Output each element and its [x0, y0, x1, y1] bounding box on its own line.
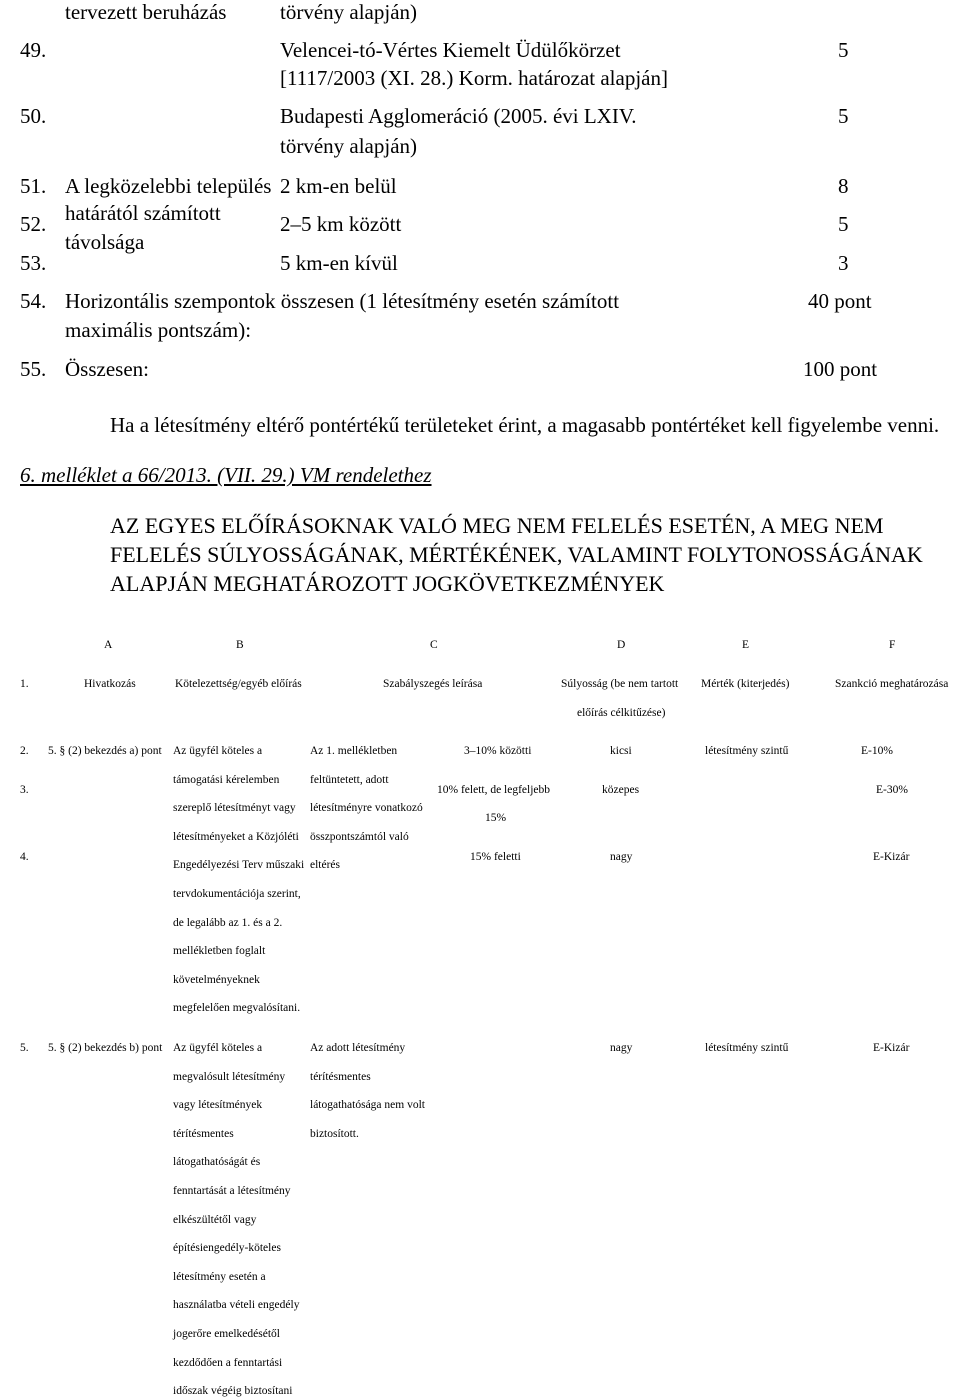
cell-line: létesítményeket a Közjóléti	[173, 830, 299, 843]
cell-line: Az adott létesítmény	[310, 1042, 406, 1054]
column-letter: B	[236, 639, 244, 651]
annex-heading-line: FELELÉS SÚLYOSSÁGÁNAK, MÉRTÉKÉNEK, VALAMINT FOLYTONOSSÁGÁNAK	[110, 542, 923, 567]
column-letter: A	[104, 639, 113, 651]
column-header-violation: Szabályszegés leírása	[383, 678, 483, 690]
row-points: 5	[838, 212, 849, 236]
obligation-cell	[173, 1040, 299, 1399]
row-description: törvény alapján)	[280, 0, 418, 24]
deviation-cell: 15%	[485, 812, 507, 824]
row-description: Budapesti Agglomeráció (2005. évi LXIV.	[280, 104, 637, 128]
row-description: 5 km-en kívül	[280, 251, 398, 275]
row-points: 3	[838, 251, 849, 275]
column-header-obligation: Kötelezettség/egyéb előírás	[175, 678, 302, 690]
cell-line: követelményeknek	[173, 973, 260, 986]
cell-line: létesítmény esetén a	[173, 1270, 266, 1283]
sanction-cell: E-Kizár	[873, 1042, 910, 1054]
criterion-label: távolsága	[65, 230, 145, 254]
row-points: 8	[838, 174, 849, 198]
deviation-cell: 3–10% közötti	[464, 745, 532, 757]
cell-line: tervdokumentációja szerint,	[173, 887, 301, 900]
row-number: 53.	[20, 251, 47, 275]
cell-line: időszak végéig biztosítani	[173, 1385, 293, 1398]
sanction-cell: E-30%	[876, 784, 908, 796]
row-description: [1117/2003 (XI. 28.) Korm. határozat alapján]	[280, 66, 668, 90]
column-header-sanction: Szankció meghatározása	[835, 678, 949, 690]
row-label: maximális pontszám):	[65, 318, 252, 342]
row-number: 49.	[20, 38, 47, 62]
cell-line: fenntartását a létesítmény	[173, 1184, 291, 1197]
cell-line: látogathatóságát és	[173, 1156, 261, 1169]
column-letter: E	[742, 639, 750, 651]
cell-line: feltüntetett, adott	[310, 773, 389, 786]
row-description: 2–5 km között	[280, 212, 402, 236]
reference-cell: 5. § (2) bekezdés a) pont	[48, 745, 162, 757]
cell-line: Az 1. mellékletben	[310, 745, 398, 757]
row-points: 5	[838, 104, 849, 128]
row-number: 5.	[20, 1042, 29, 1054]
column-header-reference: Hivatkozás	[84, 678, 136, 690]
row-number: 50.	[20, 104, 47, 128]
violation-cell	[310, 1040, 425, 1142]
row-description: 2 km-en belül	[280, 174, 397, 198]
row-points: 40 pont	[808, 289, 872, 313]
column-header-severity: előírás célkitűzése)	[577, 707, 666, 719]
cell-line: Engedélyezési Terv műszaki	[173, 859, 305, 872]
cell-line: létesítményre vonatkozó	[310, 802, 423, 815]
row-number: 51.	[20, 174, 47, 198]
extent-cell: létesítmény szintű	[705, 745, 789, 757]
annex-heading-line: ALAPJÁN MEGHATÁROZOTT JOGKÖVETKEZMÉNYEK	[110, 571, 665, 596]
column-letter: D	[617, 639, 626, 651]
deviation-cell: 10% felett, de legfeljebb	[437, 784, 551, 796]
cell-line: eltérés	[310, 859, 341, 872]
row-label: tervezett beruházás	[65, 0, 227, 24]
cell-line: megfelelően megvalósítani.	[173, 1002, 301, 1015]
severity-cell: nagy	[610, 851, 633, 863]
cell-line: támogatási kérelemben	[173, 773, 280, 786]
row-label: Összesen:	[65, 357, 149, 381]
row-number: 4.	[20, 851, 29, 863]
annex-title: 6. melléklet a 66/2013. (VII. 29.) VM rendelethez	[20, 463, 432, 487]
reference-cell: 5. § (2) bekezdés b) pont	[48, 1042, 163, 1054]
column-header-extent: Mérték (kiterjedés)	[701, 678, 790, 690]
cell-line: elkészültétől vagy	[173, 1213, 257, 1226]
sanction-cell: E-10%	[861, 745, 893, 757]
severity-cell: nagy	[610, 1042, 633, 1054]
cell-line: építésiengedély-köteles	[173, 1242, 281, 1255]
column-header-severity: Súlyosság (be nem tartott	[561, 678, 679, 690]
cell-line: látogathatósága nem volt	[310, 1099, 425, 1112]
criterion-label: határától számított	[65, 201, 221, 225]
row-points: 100 pont	[803, 357, 878, 381]
cell-line: használatba vételi engedély	[173, 1299, 300, 1312]
annex-heading	[110, 511, 923, 598]
row-description: törvény alapján)	[280, 134, 418, 158]
row-points: 5	[838, 38, 849, 62]
obligation-cell	[173, 743, 304, 1016]
row-number: 55.	[20, 357, 47, 381]
cell-line: vagy létesítmények	[173, 1099, 263, 1112]
sanction-cell: E-Kizár	[873, 851, 910, 863]
criterion-label: A legközelebbi település	[65, 174, 272, 198]
row-number: 54.	[20, 289, 47, 313]
cell-line: kezdődően a fenntartási	[173, 1356, 283, 1369]
row-description: Velencei-tó-Vértes Kiemelt Üdülőkörzet	[280, 38, 621, 62]
row-number: 52.	[20, 212, 47, 236]
cell-line: térítésmentes	[173, 1127, 234, 1140]
cell-line: Az ügyfél köteles a	[173, 745, 263, 757]
scoring-note: Ha a létesítmény eltérő pontértékű területeket érint, a magasabb pontértéket kell figyelembe venni.	[110, 413, 940, 437]
deviation-cell: 15% feletti	[470, 851, 521, 863]
cell-line: Az ügyfél köteles a	[173, 1042, 263, 1054]
cell-line: jogerőre emelkedésétől	[173, 1327, 280, 1340]
cell-line: szereplő létesítményt vagy	[173, 802, 296, 815]
severity-cell: kicsi	[610, 745, 632, 757]
row-label: Horizontális szempontok összesen (1 létesítmény esetén számított	[65, 289, 620, 313]
cell-line: megvalósult létesítmény	[173, 1070, 286, 1083]
severity-cell: közepes	[602, 784, 640, 796]
row-number: 3.	[20, 784, 29, 796]
cell-line: összpontszámtól való	[310, 830, 409, 843]
row-number: 2.	[20, 745, 29, 757]
cell-line: mellékletben foglalt	[173, 945, 266, 958]
row-number: 1.	[20, 678, 29, 690]
column-letter: C	[430, 639, 438, 651]
extent-cell: létesítmény szintű	[705, 1042, 789, 1054]
cell-line: térítésmentes	[310, 1070, 371, 1083]
annex-heading-line: AZ EGYES ELŐÍRÁSOKNAK VALÓ MEG NEM FELELÉS ESETÉN, A MEG NEM	[110, 513, 884, 538]
violation-cell	[310, 743, 423, 873]
cell-line: biztosított.	[310, 1127, 359, 1140]
cell-line: de legalább az 1. és a 2.	[173, 916, 283, 929]
column-letter: F	[889, 639, 896, 651]
